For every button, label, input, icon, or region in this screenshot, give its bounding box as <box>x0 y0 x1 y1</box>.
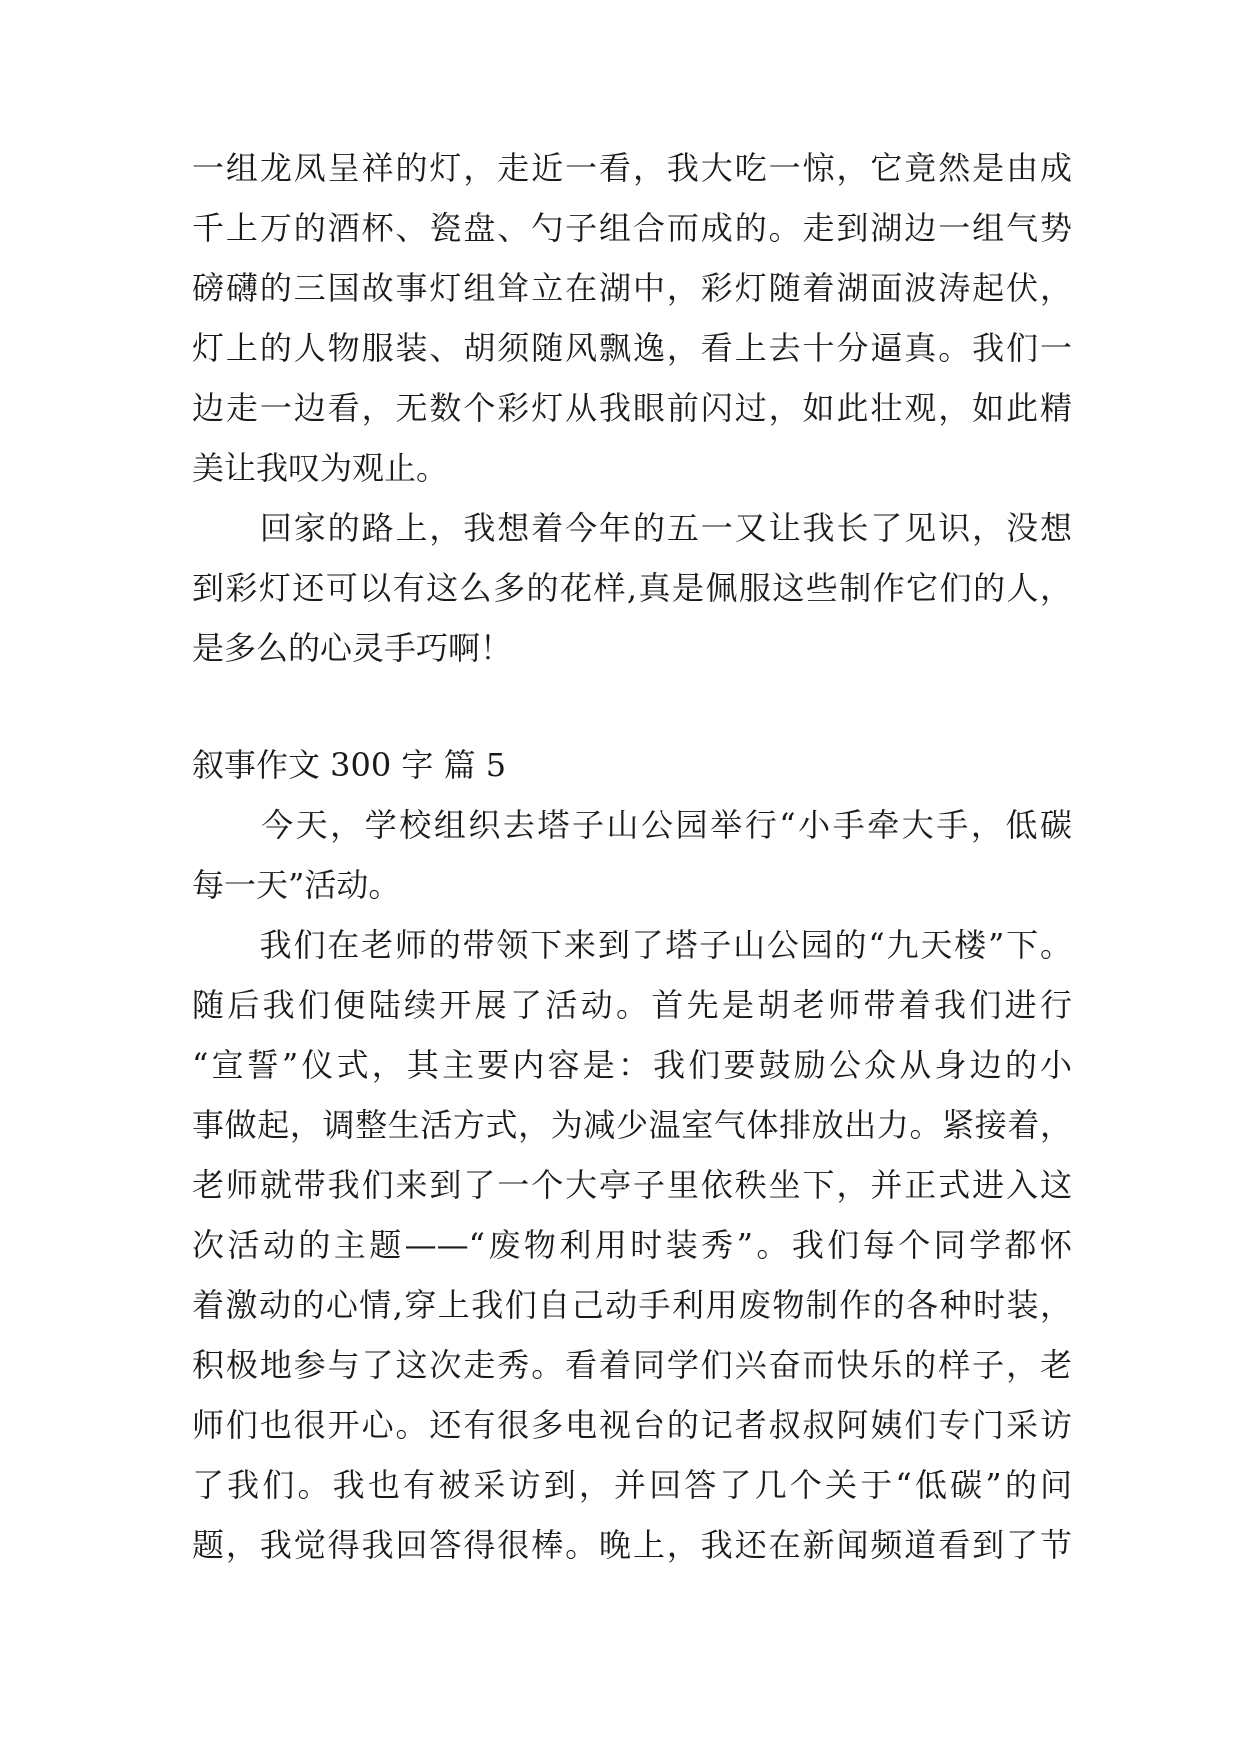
text-line: 随后我们便陆续开展了活动。首先是胡老师带着我们进行 <box>192 986 1072 1024</box>
text-line: 着激动的心情,穿上我们自己动手利用废物制作的各种时装， <box>192 1286 1072 1324</box>
text-line: “宣誓”仪式，其主要内容是：我们要鼓励公众从身边的小 <box>192 1046 1072 1084</box>
text-line: 灯上的人物服装、胡须随风飘逸，看上去十分逼真。我们一 <box>192 329 1072 367</box>
text-line: 一组龙凤呈祥的灯，走近一看，我大吃一惊，它竟然是由成 <box>192 149 1072 187</box>
section-heading: 叙事作文 300 字 篇 5 <box>192 746 507 784</box>
text-line: 回家的路上，我想着今年的五一又让我长了见识，没想 <box>192 509 1072 547</box>
text-line: 老师就带我们来到了一个大亭子里依秩坐下，并正式进入这 <box>192 1166 1072 1204</box>
text-line: 千上万的酒杯、瓷盘、勺子组合而成的。走到湖边一组气势 <box>192 209 1072 247</box>
text-line: 我们在老师的带领下来到了塔子山公园的“九天楼”下。 <box>192 926 1072 964</box>
text-line: 每一天”活动。 <box>192 866 401 904</box>
text-line: 师们也很开心。还有很多电视台的记者叔叔阿姨们专门采访 <box>192 1406 1072 1444</box>
text-line: 是多么的心灵手巧啊！ <box>192 629 513 667</box>
text-line: 事做起，调整生活方式，为减少温室气体排放出力。紧接着， <box>192 1106 1072 1144</box>
text-line: 次活动的主题——“废物利用时装秀”。我们每个同学都怀 <box>192 1226 1072 1264</box>
text-line: 题，我觉得我回答得很棒。晚上，我还在新闻频道看到了节 <box>192 1526 1072 1564</box>
text-line: 美让我叹为观止。 <box>192 449 449 487</box>
text-line: 到彩灯还可以有这么多的花样,真是佩服这些制作它们的人， <box>192 569 1072 607</box>
text-line: 磅礴的三国故事灯组耸立在湖中，彩灯随着湖面波涛起伏， <box>192 269 1072 307</box>
text-line: 了我们。我也有被采访到，并回答了几个关于“低碳”的问 <box>192 1466 1072 1504</box>
text-line: 今天，学校组织去塔子山公园举行“小手牵大手，低碳 <box>192 806 1072 844</box>
text-line: 边走一边看，无数个彩灯从我眼前闪过，如此壮观，如此精 <box>192 389 1072 427</box>
text-line: 积极地参与了这次走秀。看着同学们兴奋而快乐的样子，老 <box>192 1346 1072 1384</box>
